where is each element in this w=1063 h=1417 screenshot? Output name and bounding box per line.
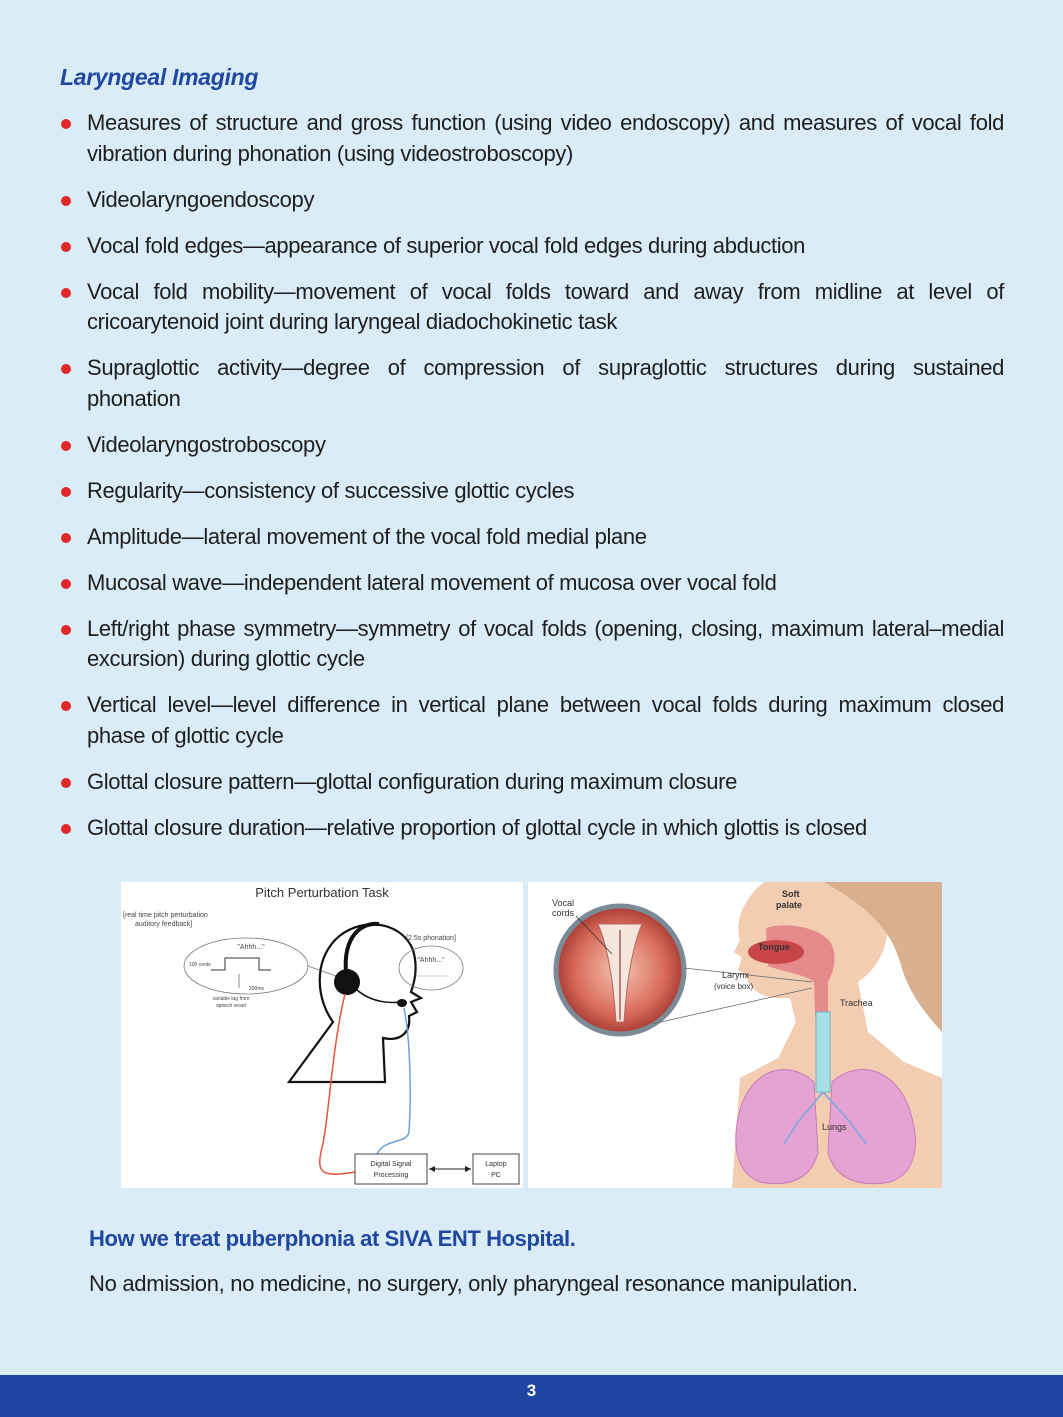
section-heading: Laryngeal Imaging <box>60 64 259 90</box>
delay-label: speech onset <box>216 1003 246 1009</box>
bullet-icon <box>61 487 71 497</box>
lungs-label: Lungs <box>822 1122 847 1132</box>
list-item-text: Vocal fold mobility—movement of vocal folds toward and away from midline at level of cricoarytenoid joint during laryngeal diadochokinetic task <box>87 278 1004 334</box>
list-item <box>60 476 1004 507</box>
list-item <box>60 108 1004 169</box>
bullet-list <box>60 108 1004 859</box>
list-item-text: Videolaryngoendoscopy <box>87 186 315 212</box>
list-item <box>60 185 1004 216</box>
headphone-cable <box>320 994 355 1174</box>
page-number: 3 <box>526 1381 537 1400</box>
footer-bar <box>0 1375 1063 1417</box>
list-item <box>60 813 1004 844</box>
trachea-shape <box>816 1012 830 1092</box>
list-item <box>60 690 1004 751</box>
list-item <box>60 568 1004 599</box>
bullet-icon <box>61 579 71 589</box>
list-item <box>60 353 1004 414</box>
list-item-text: Vocal fold edges—appearance of superior vocal fold edges during abduction <box>87 232 806 258</box>
dsp-box <box>355 1154 427 1184</box>
bullet-icon <box>61 242 71 252</box>
bullet-icon <box>61 364 71 374</box>
vocal-cords-label: cords <box>552 908 575 918</box>
bullet-icon <box>61 119 71 129</box>
bullet-icon <box>61 824 71 834</box>
list-item-text: Regularity—consistency of successive glottic cycles <box>87 477 575 503</box>
feedback-label: auditory feedback] <box>135 921 193 928</box>
larynx-label: (voice box) <box>714 982 754 991</box>
dsp-label: Processing <box>373 1172 409 1179</box>
list-item-text: Amplitude—lateral movement of the vocal fold medial plane <box>87 523 647 549</box>
phonation-label: [2.5s phonation] <box>406 935 456 942</box>
dsp-label: Digital Signal <box>370 1161 412 1168</box>
list-item-text: Supraglottic activity—degree of compression of supraglottic structures during sustained phonation <box>87 355 1004 411</box>
laptop-label: Laptop <box>485 1161 507 1168</box>
tongue-label: Tongue <box>758 942 790 952</box>
anatomy-illustration <box>528 882 942 1188</box>
bullet-icon <box>61 625 71 635</box>
ms-label: 200ms <box>249 986 265 992</box>
laptop-label: PC <box>491 1172 501 1179</box>
list-item <box>60 767 1004 798</box>
bullet-icon <box>61 701 71 711</box>
bullet-icon <box>61 196 71 206</box>
anatomy-figure <box>528 882 942 1188</box>
cents-label: 100 cents <box>189 962 211 968</box>
pitch-shift-waveform <box>211 958 271 970</box>
soft-palate-label: palate <box>776 900 803 910</box>
trachea-label: Trachea <box>840 998 873 1008</box>
treatment-heading: How we treat puberphonia at SIVA ENT Hospital. <box>89 1226 576 1251</box>
arrow-head-icon <box>465 1166 471 1172</box>
bullet-icon <box>61 778 71 788</box>
figure-title: Pitch Perturbation Task <box>255 885 389 900</box>
pitch-perturbation-diagram <box>121 882 523 1188</box>
list-item-text: Measures of structure and gross function (using video endoscopy) and measures of vocal fold vibration during phonation (using videostroboscopy) <box>87 110 1004 166</box>
list-item <box>60 231 1004 262</box>
list-item <box>60 430 1004 461</box>
list-item-text: Glottal closure pattern—glottal configuration during maximum closure <box>87 768 737 794</box>
list-item-text: Videolaryngostroboscopy <box>87 431 326 457</box>
arrow-head-icon <box>429 1166 435 1172</box>
treatment-text: No admission, no medicine, no surgery, only pharyngeal resonance manipulation. <box>89 1271 858 1296</box>
microphone-icon <box>397 999 407 1007</box>
list-item <box>60 522 1004 553</box>
soft-palate-label: Soft <box>782 889 800 899</box>
bullet-icon <box>61 288 71 298</box>
speech-bubble <box>399 946 463 990</box>
list-item-text: Mucosal wave—independent lateral movement of mucosa over vocal fold <box>87 569 777 595</box>
list-item-text: Left/right phase symmetry—symmetry of vocal folds (opening, closing, maximum lateral–medial excursion) during glottic cycle <box>87 615 1004 671</box>
vocal-cords-label: Vocal <box>552 898 575 908</box>
list-item-text: Glottal closure duration—relative proportion of glottal cycle in which glottis is closed <box>87 814 867 840</box>
larynx-label: Larynx <box>722 970 750 980</box>
bubble-text: "Ahhh..." <box>417 957 445 964</box>
bullet-icon <box>61 441 71 451</box>
delay-label: variable lag from <box>212 996 250 1002</box>
headphone-icon <box>334 969 360 995</box>
list-item-text: Vertical level—level difference in vertical plane between vocal folds during maximum closed phase of glottic cycle <box>87 692 1004 748</box>
bubble-text: "Ahhh..." <box>237 944 265 951</box>
bullet-icon <box>61 533 71 543</box>
list-item <box>60 614 1004 675</box>
pitch-perturbation-figure <box>121 882 523 1188</box>
microphone-boom <box>357 990 401 1003</box>
laptop-box <box>473 1154 519 1184</box>
list-item <box>60 277 1004 338</box>
feedback-label: [real time pitch perturbation <box>123 912 208 919</box>
